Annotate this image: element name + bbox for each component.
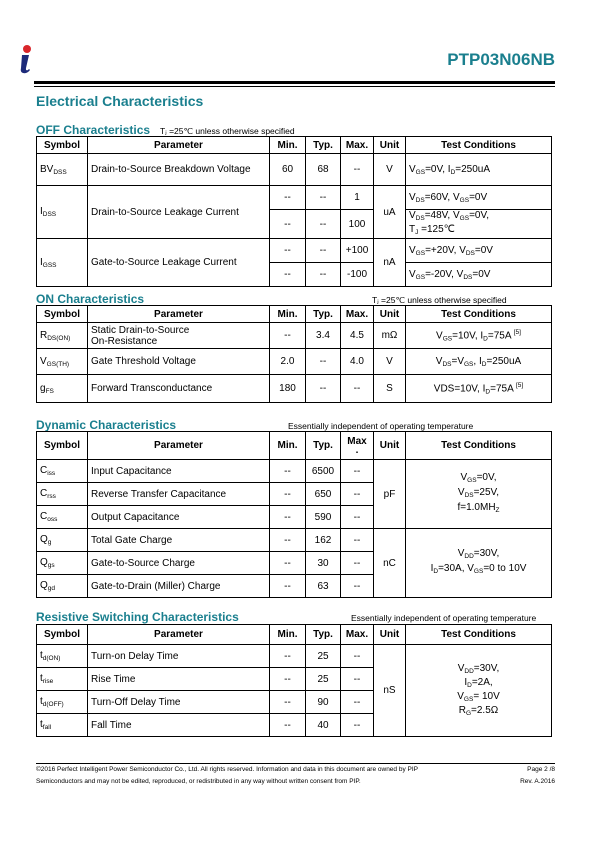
company-logo-icon	[14, 44, 36, 74]
column-header: Parameter	[88, 625, 270, 645]
on-note: Tⱼ =25℃ unless otherwise specified	[372, 295, 507, 305]
column-header: Typ.	[306, 306, 341, 323]
min-cell: --	[270, 668, 306, 691]
test-conditions-cell: $V_{DD}=30V$, $I_D=2A$, $V_{GS}= 10V$ $R_G=2.5\Omega$	[406, 645, 552, 737]
typ-cell: 68	[306, 154, 341, 186]
parameter-cell: Reverse Transfer Capacitance	[88, 483, 270, 506]
parameter-cell: Turn-on Delay Time	[88, 645, 270, 668]
parameter-cell: Turn-Off Delay Time	[88, 691, 270, 714]
column-header: Symbol	[37, 306, 88, 323]
min-cell: --	[270, 714, 306, 737]
test-conditions-cell: $V_{GS}=-20V$, $V_{DS}=0V$	[406, 263, 552, 287]
test-conditions-cell: $V_{GS}=10V$, $I_D=75A$ [5]	[406, 323, 552, 349]
footer-rev: Rev. A.2016	[520, 778, 555, 785]
part-number: PTP03N06NB	[447, 50, 555, 69]
min-cell: --	[270, 575, 306, 598]
max-cell: --	[341, 691, 374, 714]
max-cell: --	[341, 483, 374, 506]
column-header: Symbol	[37, 432, 88, 460]
typ-cell: --	[306, 349, 341, 375]
on-characteristics-table	[36, 305, 552, 403]
max-cell: --	[341, 460, 374, 483]
column-header: Typ.	[306, 625, 341, 645]
off-characteristics-table	[36, 136, 552, 287]
max-cell: --	[341, 552, 374, 575]
column-header: Max .	[341, 432, 374, 460]
footer-copyright: ©2016 Perfect Intelligent Power Semiconductor Co., Ltd. All rights reserved. Information and data in this document are owned by PIP	[36, 766, 418, 773]
min-cell: --	[270, 645, 306, 668]
on-title: ON Characteristics	[36, 292, 145, 306]
parameter-cell: Output Capacitance	[88, 506, 270, 529]
column-header: Parameter	[88, 306, 270, 323]
typ-cell: 40	[306, 714, 341, 737]
typ-cell: 63	[306, 575, 341, 598]
parameter-cell: Gate Threshold Voltage	[88, 349, 270, 375]
typ-cell: --	[306, 375, 341, 403]
min-cell: --	[270, 186, 306, 210]
footer-rule	[36, 763, 555, 764]
column-header: Test Conditions	[406, 432, 552, 460]
symbol-cell: $Q_{gs}$	[37, 552, 88, 575]
column-header: Min.	[270, 432, 306, 460]
max-cell: -100	[341, 263, 374, 287]
parameter-cell: Drain-to-Source Leakage Current	[88, 186, 270, 239]
parameter-cell: Forward Transconductance	[88, 375, 270, 403]
min-cell: --	[270, 691, 306, 714]
min-cell: --	[270, 529, 306, 552]
symbol-cell: $Q_g$	[37, 529, 88, 552]
min-cell: --	[270, 323, 306, 349]
footer-page: Page 2 /8	[527, 766, 555, 773]
column-header: Symbol	[37, 137, 88, 154]
switching-title: Resistive Switching Characteristics	[36, 610, 239, 624]
column-header: Test Conditions	[406, 625, 552, 645]
page-title: Electrical Characteristics	[36, 93, 204, 109]
parameter-cell: Fall Time	[88, 714, 270, 737]
column-header: Symbol	[37, 625, 88, 645]
column-header: Test Conditions	[406, 137, 552, 154]
unit-cell: V	[374, 349, 406, 375]
max-cell: --	[341, 645, 374, 668]
symbol-cell: $t_{fall}$	[37, 714, 88, 737]
max-cell: 100	[341, 210, 374, 239]
parameter-cell: Total Gate Charge	[88, 529, 270, 552]
max-cell: --	[341, 575, 374, 598]
table-row	[37, 645, 552, 668]
off-section	[36, 123, 295, 137]
symbol-cell: $C_{rss}$	[37, 483, 88, 506]
symbol-cell: $BV_{DSS}$	[37, 154, 88, 186]
max-cell: --	[341, 668, 374, 691]
test-conditions-cell: $V_{DS}=V_{GS}$, $I_D=250uA$	[406, 349, 552, 375]
min-cell: 60	[270, 154, 306, 186]
max-cell: --	[341, 529, 374, 552]
min-cell: --	[270, 239, 306, 263]
symbol-cell: $t_{d(ON)}$	[37, 645, 88, 668]
parameter-cell: Gate-to-Source Leakage Current	[88, 239, 270, 287]
table-row	[37, 239, 552, 263]
unit-cell: nC	[374, 529, 406, 598]
test-conditions-cell: $V_{DD}=30V$, $I_D=30A$, $V_{GS}=0$ to 10V	[406, 529, 552, 598]
column-header: Unit	[374, 137, 406, 154]
typ-cell: 590	[306, 506, 341, 529]
dynamic-title: Dynamic Characteristics	[36, 418, 177, 432]
max-cell: 4.5	[341, 323, 374, 349]
min-cell: --	[270, 552, 306, 575]
table-row	[37, 154, 552, 186]
typ-cell: --	[306, 263, 341, 287]
min-cell: 2.0	[270, 349, 306, 375]
typ-cell: 6500	[306, 460, 341, 483]
min-cell: --	[270, 263, 306, 287]
min-cell: --	[270, 460, 306, 483]
symbol-cell: $I_{DSS}$	[37, 186, 88, 239]
column-header: Parameter	[88, 432, 270, 460]
dynamic-note: Essentially independent of operating temperature	[288, 421, 474, 431]
typ-cell: 90	[306, 691, 341, 714]
column-header: Min.	[270, 306, 306, 323]
min-cell: --	[270, 210, 306, 239]
min-cell: --	[270, 506, 306, 529]
column-header: Typ.	[306, 137, 341, 154]
symbol-cell: $I_{GSS}$	[37, 239, 88, 287]
table-row	[37, 529, 552, 552]
column-header: Min.	[270, 137, 306, 154]
symbol-cell: $Q_{gd}$	[37, 575, 88, 598]
footer-copyright-2: Semiconductors and may not be edited, reproduced, or redistributed in any way without written consent from PIP.	[36, 778, 361, 785]
max-cell: --	[341, 506, 374, 529]
unit-cell: nS	[374, 645, 406, 737]
typ-cell: 25	[306, 668, 341, 691]
typ-cell: 25	[306, 645, 341, 668]
column-header: Max.	[341, 137, 374, 154]
column-header: Unit	[374, 625, 406, 645]
max-cell: 4.0	[341, 349, 374, 375]
column-header: Typ.	[306, 432, 341, 460]
test-conditions-cell: $V_{GS}=+20V$, $V_{DS}=0V$	[406, 239, 552, 263]
max-cell: +100	[341, 239, 374, 263]
switching-note: Essentially independent of operating temperature	[351, 613, 537, 623]
column-header: Max.	[341, 625, 374, 645]
unit-cell: uA	[374, 186, 406, 239]
unit-cell: V	[374, 154, 406, 186]
max-cell: --	[341, 154, 374, 186]
dynamic-characteristics-table	[36, 431, 552, 598]
typ-cell: 162	[306, 529, 341, 552]
max-cell: --	[341, 375, 374, 403]
off-note: Tⱼ =25℃ unless otherwise specified	[160, 126, 295, 136]
typ-cell: 650	[306, 483, 341, 506]
unit-cell: S	[374, 375, 406, 403]
parameter-cell: Rise Time	[88, 668, 270, 691]
column-header: Unit	[374, 432, 406, 460]
parameter-cell: Drain-to-Source Breakdown Voltage	[88, 154, 270, 186]
typ-cell: 30	[306, 552, 341, 575]
column-header: Max.	[341, 306, 374, 323]
max-cell: --	[341, 714, 374, 737]
unit-cell: nA	[374, 239, 406, 287]
max-cell: 1	[341, 186, 374, 210]
test-conditions-cell: $V_{GS}=0V$, $I_D=250uA$	[406, 154, 552, 186]
test-conditions-cell: $V_{DS}=60V$, $V_{GS}=0V$	[406, 186, 552, 210]
typ-cell: --	[306, 239, 341, 263]
column-header: Parameter	[88, 137, 270, 154]
switching-characteristics-table	[36, 624, 552, 737]
symbol-cell: $g_{FS}$	[37, 375, 88, 403]
column-header: Test Conditions	[406, 306, 552, 323]
min-cell: --	[270, 483, 306, 506]
symbol-cell: $V_{GS(TH)}$	[37, 349, 88, 375]
symbol-cell: $t_{d(OFF)}$	[37, 691, 88, 714]
table-row	[37, 323, 552, 349]
symbol-cell: $t_{rise}$	[37, 668, 88, 691]
parameter-cell: Input Capacitance	[88, 460, 270, 483]
test-conditions-cell: $V_{GS}=0V$, $V_{DS}=25V$, $f=1.0MH_Z$	[406, 460, 552, 529]
typ-cell: 3.4	[306, 323, 341, 349]
unit-cell: mΩ	[374, 323, 406, 349]
column-header: Unit	[374, 306, 406, 323]
typ-cell: --	[306, 210, 341, 239]
parameter-cell: Gate-to-Drain (Miller) Charge	[88, 575, 270, 598]
symbol-cell: $R_{DS(ON)}$	[37, 323, 88, 349]
min-cell: 180	[270, 375, 306, 403]
column-header: Min.	[270, 625, 306, 645]
test-conditions-cell: $V_{DS}=48V$, $V_{GS}=0V$, $T_J$ =125℃	[406, 210, 552, 239]
table-row	[37, 460, 552, 483]
symbol-cell: $C_{iss}$	[37, 460, 88, 483]
table-row	[37, 375, 552, 403]
header-rule	[34, 81, 555, 84]
test-conditions-cell: VDS=10V, $I_D=75A$ [5]	[406, 375, 552, 403]
typ-cell: --	[306, 186, 341, 210]
parameter-cell: Gate-to-Source Charge	[88, 552, 270, 575]
symbol-cell: $C_{oss}$	[37, 506, 88, 529]
unit-cell: pF	[374, 460, 406, 529]
table-row	[37, 186, 552, 210]
parameter-cell: Static Drain-to-Source On-Resistance	[88, 323, 270, 349]
table-row	[37, 349, 552, 375]
header-rule-thin	[34, 86, 555, 87]
off-title: OFF Characteristics	[36, 123, 151, 137]
